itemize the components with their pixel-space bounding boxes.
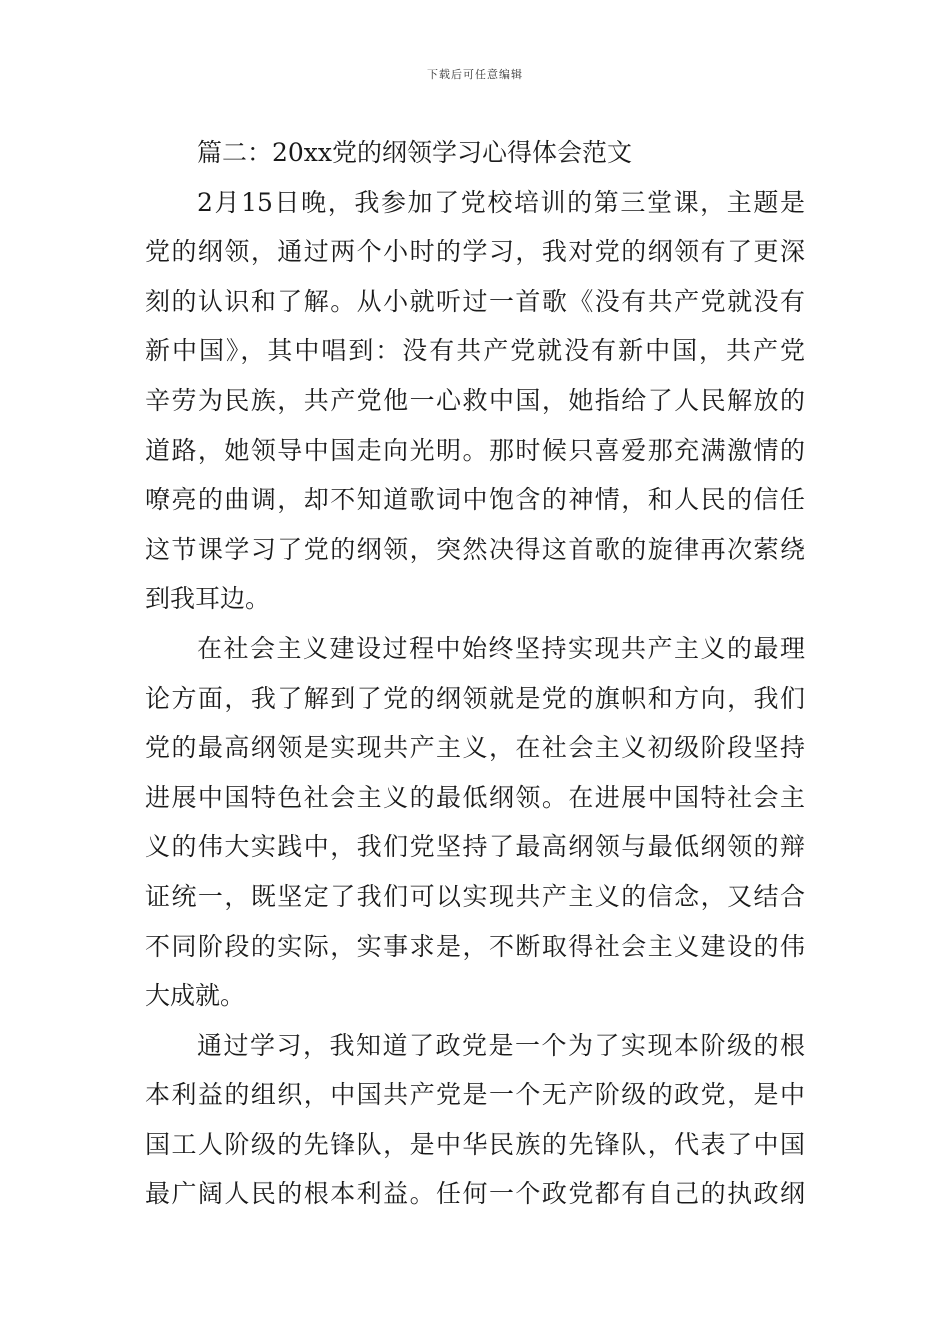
- text-line: 嘹亮的曲调，却不知道歌词中饱含的神情，和人民的信任: [145, 485, 805, 515]
- text-line: 义的伟大实践中，我们党坚持了最高纲领与最低纲领的辩: [145, 832, 805, 862]
- text-line: 最广阔人民的根本利益。任何一个政党都有自己的执政纲: [145, 1179, 805, 1209]
- text-line: 这节课学习了党的纲领，突然决得这首歌的旋律再次萦绕: [145, 534, 805, 564]
- text-line: 刻的认识和了解。从小就听过一首歌《没有共产党就没有: [145, 286, 805, 316]
- text-line: 不同阶段的实际，实事求是，不断取得社会主义建设的伟: [145, 931, 805, 961]
- text-line: 本利益的组织，中国共产党是一个无产阶级的政党，是中: [145, 1080, 805, 1110]
- text-line: 到我耳边。: [145, 584, 271, 614]
- text-line: 论方面，我了解到了党的纲领就是党的旗帜和方向，我们: [145, 683, 805, 713]
- text-line: 辛劳为民族，共产党他一心救中国，她指给了人民解放的: [145, 385, 805, 415]
- text-line: 证统一，既坚定了我们可以实现共产主义的信念，又结合: [145, 881, 805, 911]
- text-line: 大成就。: [145, 981, 246, 1011]
- text-line: 党的纲领，通过两个小时的学习，我对党的纲领有了更深: [145, 237, 805, 267]
- text-line: 新中国》，其中唱到：没有共产党就没有新中国，共产党: [145, 336, 805, 366]
- header-note: 下载后可任意编辑: [427, 68, 523, 81]
- text-line: 在社会主义建设过程中始终坚持实现共产主义的最理: [197, 633, 805, 663]
- text-line: 通过学习，我知道了政党是一个为了实现本阶级的根: [197, 1030, 805, 1060]
- text-line: 党的最高纲领是实现共产主义，在社会主义初级阶段坚持: [145, 733, 805, 763]
- section-title: 篇二：20xx党的纲领学习心得体会范文: [197, 138, 633, 167]
- document-body: [145, 128, 805, 1219]
- text-line: 进展中国特色社会主义的最低纲领。在进展中国特社会主: [145, 782, 805, 812]
- text-line: 国工人阶级的先锋队，是中华民族的先锋队，代表了中国: [145, 1129, 805, 1159]
- text-line: 道路，她领导中国走向光明。那时候只喜爱那充满激情的: [145, 435, 805, 465]
- text-line: 2月15日晚，我参加了党校培训的第三堂课，主题是: [197, 187, 805, 217]
